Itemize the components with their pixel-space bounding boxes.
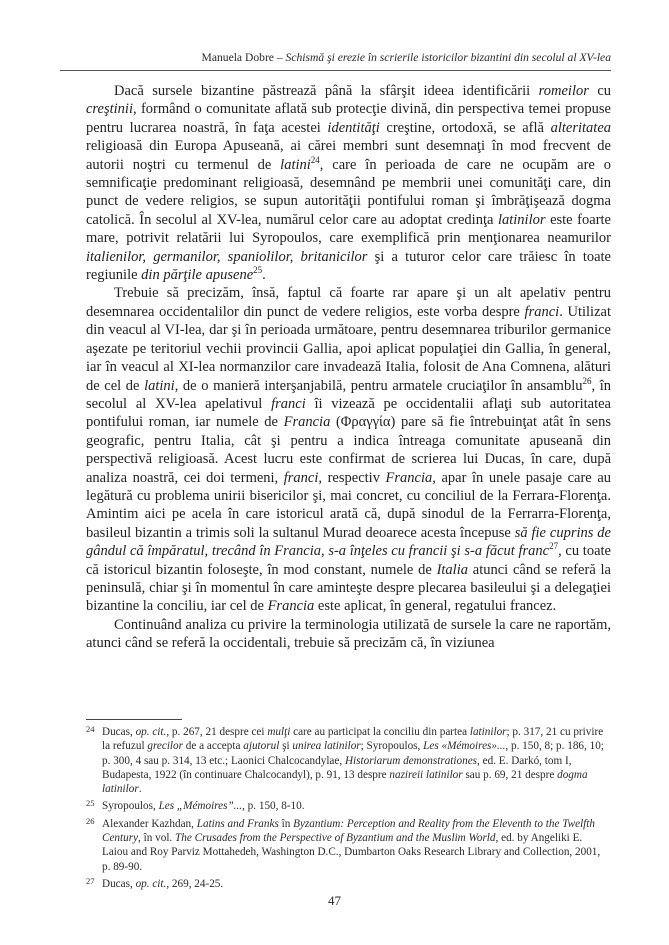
- text-span: care au participat la conciliu din partea: [290, 726, 470, 738]
- text-span: , apar în unele pasaje care au legătură cu problema unirii bisericilor şi, mai concret, cu conciliul de la Ferrara-Florenţa. Amintim aici pe acela în care istoricul arată că, după sinodul de la Ferrarra-Florenţa, basileul bizantin a trimis soli la sultanul Murad deoarece acesta începuse: [86, 469, 612, 541]
- text-span: Alexander Kazhdan,: [102, 817, 197, 830]
- italic-span: Byzantium: Perception and Reality from the Eleventh to the Twelfth Century: [102, 817, 595, 845]
- italic-span: latini: [280, 156, 311, 173]
- footnote: [86, 796, 611, 813]
- text-span: este aplicat, în general, regatului francez.: [314, 598, 557, 615]
- italic-span: Latins and Franks: [196, 817, 279, 830]
- footnotes: [86, 722, 611, 891]
- italic-span: unirea latinilor: [292, 740, 361, 753]
- italic-span: creştinii: [86, 101, 133, 118]
- header-rule: [60, 70, 611, 71]
- footnote-ref: 25: [253, 265, 263, 276]
- italic-span: din părţile apusene: [141, 267, 254, 284]
- text-span: ; p. 317, 21 cu privire la refuzul: [102, 726, 604, 753]
- text-span: şi: [279, 740, 293, 753]
- text-span: (Φραγγία) pare să fie întrebuinţat atât în sens geografic, pentru Italia, cât şi pentru a indica întreaga comunitate apuseană din perspectivă religioasă. Acest lucru este confirmat de scrierea lui Ducas, în care, după analiza noastră, cei doi termeni,: [86, 414, 611, 486]
- text-span: de a accepta: [183, 740, 244, 753]
- italic-span: latinilor: [469, 726, 507, 738]
- text-span: , cu toate că istoricul bizantin foloseşte, în mod constant, numele de: [86, 543, 611, 578]
- italic-span: franci: [524, 303, 560, 320]
- text-span: şi a tuturor celor care trăiesc în toate regiunile: [86, 248, 611, 284]
- text-span: , p. 267, 21 despre cei: [166, 726, 268, 738]
- text-span: Ducas,: [102, 726, 136, 738]
- text-span: , p. 150, 8; p. 186, 10; p. 300, 4 sau p. 314, 13 etc.; Laonici Chalcocandylae,: [102, 740, 604, 767]
- text-span: , p. 150, 8-10.: [242, 800, 305, 813]
- footnote-ref: 26: [582, 375, 592, 386]
- text-span: , 269, 24-25.: [166, 877, 224, 890]
- italic-span: romeilor: [538, 83, 589, 99]
- italic-span: Francia: [283, 414, 331, 431]
- italic-span: franci: [271, 395, 306, 412]
- italic-span: grecilor: [147, 740, 183, 753]
- paragraph: [86, 284, 611, 615]
- footnote: [86, 874, 611, 891]
- italic-span: identităţi: [327, 119, 380, 136]
- text-span: , respectiv: [318, 469, 386, 486]
- italic-span: nazireii latinilor: [389, 768, 463, 781]
- text-span: , în secolul al XV-lea apelativul: [86, 377, 611, 412]
- footnote-separator: [86, 719, 182, 720]
- text-span: Continuând analiza cu privire la terminologia utilizată de sursele la care ne raportăm, atunci când se referă la occidentali, trebuie să precizăm că, în viziunea: [86, 616, 611, 652]
- text-span: religioasă din Europa Apuseană, ai cărei membri sunt desemnaţi în mod frecvent de autorii noştri cu termenul de: [86, 138, 611, 173]
- text-span: .: [262, 267, 266, 284]
- text-span: , în vol.: [138, 832, 176, 845]
- text-span: în: [278, 817, 294, 830]
- italic-span: Les «Mémoires»...: [423, 740, 506, 753]
- text-span: . Utilizat din veacul al VI-lea, dar şi în perioada următoare, pentru desemnarea triburilor germanice aşezate pe teritoriul vechii provincii Gallia, apoi aplicat populaţiei din Gallia, în general, iar în veacul al XI-lea normanzilor care invadează Italia, folosit de Ana Comnena, alături de cel de: [86, 303, 611, 394]
- italic-span: italienilor, germanilor, spaniolilor, britanicilor: [86, 248, 368, 265]
- italic-span: Francia: [385, 469, 433, 486]
- italic-span: să fie cuprins de gândul că împăratul, trecând în Francia, s-a înţeles cu francii şi s-a făcut franc: [86, 524, 611, 560]
- italic-span: Italia: [436, 561, 468, 578]
- footnote-ref: 24: [310, 154, 320, 165]
- italic-span: latini: [144, 377, 175, 394]
- text-span: atunci când se referă la peninsulă, chiar şi în momentul în care aminteşte despre plecarea basileului şi a delegaţiei bizantine la conciliu, iar cel de: [86, 561, 611, 615]
- italic-span: franci: [283, 469, 319, 486]
- text-span: , de o manieră interşanjabilă, pentru armatele cruciaţilor în ansamblu: [174, 377, 583, 394]
- paragraph: [86, 616, 611, 653]
- page-number: 47: [328, 893, 341, 908]
- header-author: Manuela Dobre: [201, 51, 274, 64]
- header-title: Schismă şi erezie în scrierile istoricilor bizantini din secolul al XV-lea: [285, 51, 611, 64]
- italic-span: Historiarum demonstrationes: [344, 754, 478, 767]
- text-span: , ed. E. Darkó, tom I, Budapesta, 1922 (în continuare Chalcocandyl), p. 91, 13 despre: [102, 754, 572, 781]
- footnote-number: 25: [86, 798, 95, 809]
- text-span: ; Syropoulos,: [360, 740, 424, 753]
- italic-span: alteritatea: [550, 119, 612, 136]
- header-separator: –: [273, 51, 286, 64]
- text-span: sau p. 69, 21 despre: [462, 768, 558, 781]
- running-header: [60, 50, 611, 66]
- italic-span: dogma latinilor: [102, 768, 588, 796]
- text-span: .: [138, 783, 142, 796]
- text-span: , formând o comunitate aflată sub protecţie divină, din perspectiva temei propuse pentru lucrarea noastră, în faţa acestei: [86, 101, 611, 136]
- paragraph: [86, 82, 611, 284]
- text-span: Trebuie să precizăm, însă, faptul că foarte rar apare şi un alt apelativ pentru desemnarea occidentalilor din punct de vedere religios, este vorba despre: [86, 285, 611, 320]
- footnote: [86, 722, 611, 796]
- footnote-ref: 27: [549, 541, 559, 552]
- text-span: cu: [588, 83, 612, 99]
- text-span: , ed. by Angeliki E. Laiou and Roy Parviz Mottahedeh, Washington D.C., Dumbarton Oaks Research Library and Collection, 2001, p. 89-90.: [102, 832, 601, 873]
- text-span: creştine, ortodoxă, se află: [379, 119, 551, 136]
- footnote: [86, 814, 611, 874]
- footnote-number: 24: [86, 724, 95, 734]
- italic-span: op. cit.: [135, 877, 167, 890]
- italic-span: mulţi: [267, 726, 291, 738]
- italic-span: Les „Mémoires”...: [158, 800, 243, 813]
- italic-span: op. cit.: [135, 726, 167, 738]
- text-span: Ducas,: [102, 877, 136, 890]
- text-span: Dacă sursele bizantine păstrează până la sfârşit ideea identificării: [114, 83, 539, 99]
- italic-span: latinilor: [497, 211, 546, 228]
- text-span: îi vizează pe occidentalii aflaţi sub autoritatea pontifului roman, iar numele de: [86, 395, 611, 431]
- text-span: , care în perioada de care ne ocupăm are o semnificaţie predominant religioasă, desemnând pe membrii unei comunităţi care, din punct de vedere religios, se supun autorităţii pontifului roman şi îmbrăţişează dogma catolică. În secolul al XV-lea, numărul celor care au adoptat credinţa: [86, 156, 611, 228]
- text-span: este foarte mare, potrivit relatării lui Syropoulos, care exemplifică prin menţionarea neamurilor: [86, 211, 611, 247]
- body-text: [86, 82, 611, 653]
- footnote-number: 27: [86, 875, 95, 886]
- italic-span: Francia: [267, 598, 315, 615]
- text-span: Syropoulos,: [102, 800, 159, 813]
- italic-span: The Crusades from the Perspective of Byzantium and the Muslim World: [175, 832, 496, 845]
- italic-span: ajutorul: [243, 740, 280, 753]
- footnote-number: 26: [86, 815, 95, 826]
